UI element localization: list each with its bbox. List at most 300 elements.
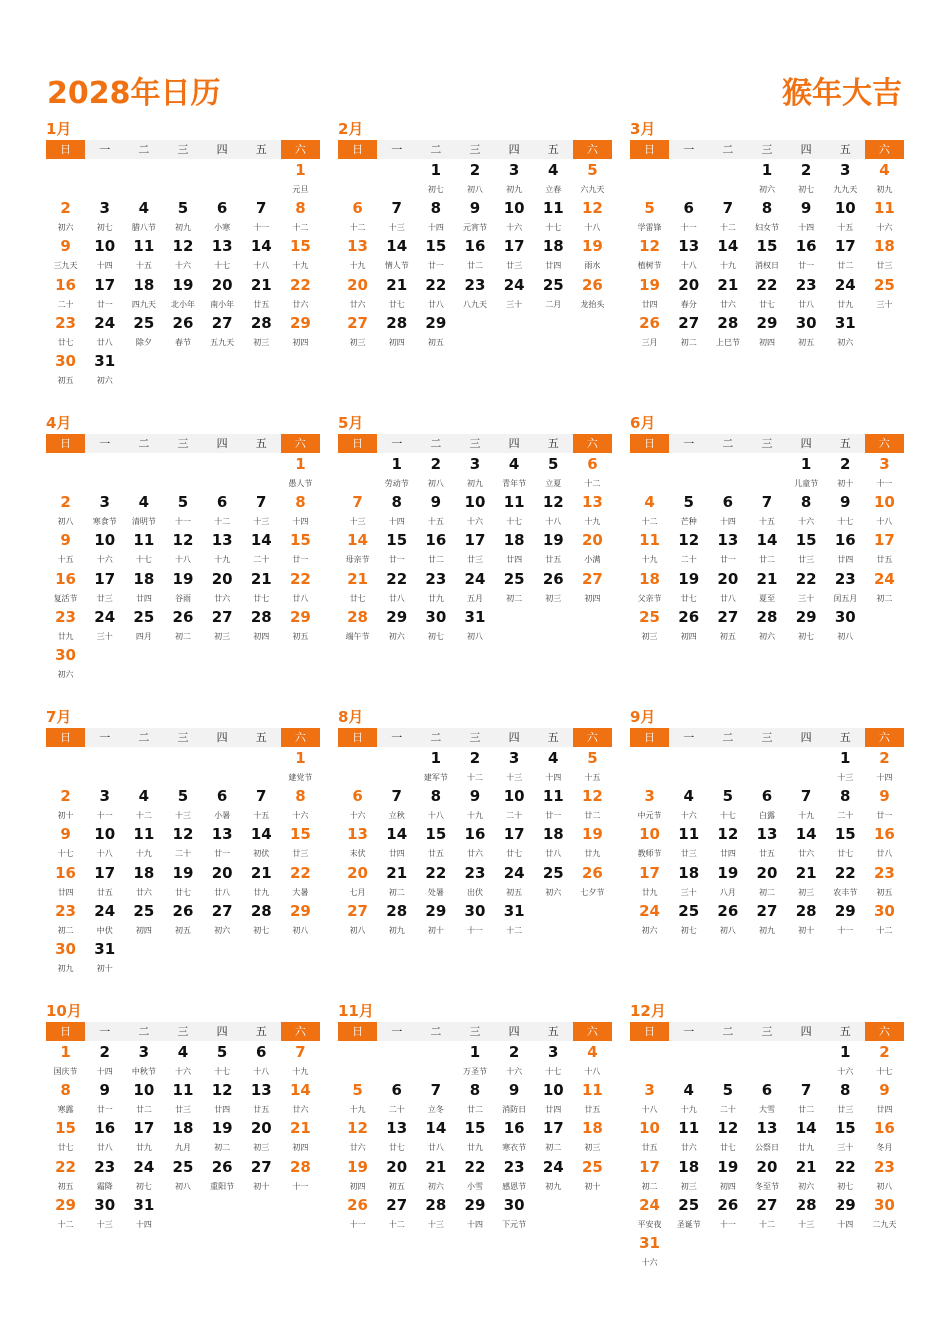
day-cell[interactable] — [163, 1117, 202, 1155]
day-cell[interactable] — [163, 197, 202, 235]
day-cell[interactable] — [573, 568, 612, 606]
day-cell[interactable] — [338, 529, 377, 567]
day-cell[interactable] — [338, 900, 377, 938]
day-cell[interactable] — [455, 568, 494, 606]
day-cell[interactable] — [85, 235, 124, 273]
day-cell[interactable] — [281, 862, 320, 900]
day-cell[interactable] — [85, 491, 124, 529]
day-cell[interactable] — [787, 312, 826, 350]
day-cell[interactable] — [826, 568, 865, 606]
day-cell[interactable] — [124, 235, 163, 273]
day-cell[interactable] — [46, 823, 85, 861]
day-cell[interactable] — [630, 568, 669, 606]
day-cell[interactable] — [534, 1156, 573, 1194]
day-cell[interactable] — [495, 568, 534, 606]
day-cell[interactable] — [281, 312, 320, 350]
day-cell[interactable] — [338, 862, 377, 900]
day-cell[interactable] — [787, 900, 826, 938]
day-cell[interactable] — [747, 159, 786, 197]
day-cell[interactable] — [455, 1079, 494, 1117]
day-cell[interactable] — [826, 606, 865, 644]
day-cell[interactable] — [46, 862, 85, 900]
day-cell[interactable] — [865, 1156, 904, 1194]
day-cell[interactable] — [669, 274, 708, 312]
day-cell[interactable] — [865, 159, 904, 197]
day-cell[interactable] — [534, 235, 573, 273]
day-cell[interactable] — [281, 491, 320, 529]
day-cell[interactable] — [865, 823, 904, 861]
day-cell[interactable] — [163, 1041, 202, 1079]
day-cell[interactable] — [669, 1079, 708, 1117]
day-cell[interactable] — [124, 606, 163, 644]
day-cell[interactable] — [203, 823, 242, 861]
day-cell[interactable] — [747, 529, 786, 567]
day-cell[interactable] — [416, 606, 455, 644]
day-cell[interactable] — [708, 1079, 747, 1117]
day-cell[interactable] — [85, 1041, 124, 1079]
day-cell[interactable] — [630, 491, 669, 529]
day-cell[interactable] — [203, 862, 242, 900]
day-cell[interactable] — [630, 1232, 669, 1270]
day-cell[interactable] — [338, 1194, 377, 1232]
day-cell[interactable] — [377, 235, 416, 273]
day-cell[interactable] — [669, 1117, 708, 1155]
day-cell[interactable] — [495, 823, 534, 861]
day-cell[interactable] — [455, 785, 494, 823]
day-cell[interactable] — [534, 862, 573, 900]
day-cell[interactable] — [865, 235, 904, 273]
day-cell[interactable] — [708, 606, 747, 644]
day-cell[interactable] — [46, 568, 85, 606]
day-cell[interactable] — [669, 491, 708, 529]
day-cell[interactable] — [416, 900, 455, 938]
day-cell[interactable] — [630, 529, 669, 567]
day-cell[interactable] — [377, 1156, 416, 1194]
day-cell[interactable] — [281, 1117, 320, 1155]
day-cell[interactable] — [377, 312, 416, 350]
day-cell[interactable] — [534, 529, 573, 567]
day-cell[interactable] — [416, 785, 455, 823]
day-cell[interactable] — [203, 197, 242, 235]
day-cell[interactable] — [242, 529, 281, 567]
day-cell[interactable] — [377, 568, 416, 606]
day-cell[interactable] — [416, 1156, 455, 1194]
day-cell[interactable] — [669, 606, 708, 644]
day-cell[interactable] — [242, 1156, 281, 1194]
day-cell[interactable] — [826, 1079, 865, 1117]
day-cell[interactable] — [124, 1194, 163, 1232]
day-cell[interactable] — [747, 1079, 786, 1117]
day-cell[interactable] — [747, 312, 786, 350]
day-cell[interactable] — [573, 1156, 612, 1194]
day-cell[interactable] — [630, 862, 669, 900]
day-cell[interactable] — [124, 823, 163, 861]
day-cell[interactable] — [242, 197, 281, 235]
day-cell[interactable] — [377, 1079, 416, 1117]
day-cell[interactable] — [338, 197, 377, 235]
day-cell[interactable] — [865, 1079, 904, 1117]
day-cell[interactable] — [747, 606, 786, 644]
day-cell[interactable] — [85, 900, 124, 938]
day-cell[interactable] — [281, 747, 320, 785]
day-cell[interactable] — [669, 785, 708, 823]
day-cell[interactable] — [377, 785, 416, 823]
day-cell[interactable] — [534, 1079, 573, 1117]
day-cell[interactable] — [242, 823, 281, 861]
day-cell[interactable] — [124, 1117, 163, 1155]
day-cell[interactable] — [534, 823, 573, 861]
day-cell[interactable] — [787, 235, 826, 273]
day-cell[interactable] — [242, 606, 281, 644]
day-cell[interactable] — [495, 1194, 534, 1232]
day-cell[interactable] — [495, 785, 534, 823]
day-cell[interactable] — [124, 785, 163, 823]
day-cell[interactable] — [242, 491, 281, 529]
day-cell[interactable] — [46, 900, 85, 938]
day-cell[interactable] — [163, 529, 202, 567]
day-cell[interactable] — [455, 1041, 494, 1079]
day-cell[interactable] — [708, 529, 747, 567]
day-cell[interactable] — [865, 1117, 904, 1155]
day-cell[interactable] — [242, 862, 281, 900]
day-cell[interactable] — [669, 862, 708, 900]
day-cell[interactable] — [747, 1117, 786, 1155]
day-cell[interactable] — [630, 1156, 669, 1194]
day-cell[interactable] — [787, 453, 826, 491]
day-cell[interactable] — [338, 312, 377, 350]
day-cell[interactable] — [455, 747, 494, 785]
day-cell[interactable] — [46, 197, 85, 235]
day-cell[interactable] — [669, 197, 708, 235]
day-cell[interactable] — [163, 1079, 202, 1117]
day-cell[interactable] — [124, 529, 163, 567]
day-cell[interactable] — [630, 1079, 669, 1117]
day-cell[interactable] — [826, 197, 865, 235]
day-cell[interactable] — [630, 785, 669, 823]
day-cell[interactable] — [377, 491, 416, 529]
day-cell[interactable] — [708, 823, 747, 861]
day-cell[interactable] — [865, 453, 904, 491]
day-cell[interactable] — [203, 235, 242, 273]
day-cell[interactable] — [455, 900, 494, 938]
day-cell[interactable] — [416, 453, 455, 491]
day-cell[interactable] — [495, 747, 534, 785]
day-cell[interactable] — [495, 159, 534, 197]
day-cell[interactable] — [787, 529, 826, 567]
day-cell[interactable] — [46, 1117, 85, 1155]
day-cell[interactable] — [534, 1117, 573, 1155]
day-cell[interactable] — [630, 312, 669, 350]
day-cell[interactable] — [826, 159, 865, 197]
day-cell[interactable] — [163, 785, 202, 823]
day-cell[interactable] — [163, 1156, 202, 1194]
day-cell[interactable] — [338, 491, 377, 529]
day-cell[interactable] — [865, 491, 904, 529]
day-cell[interactable] — [534, 785, 573, 823]
day-cell[interactable] — [455, 1156, 494, 1194]
day-cell[interactable] — [281, 529, 320, 567]
day-cell[interactable] — [377, 862, 416, 900]
day-cell[interactable] — [865, 747, 904, 785]
day-cell[interactable] — [669, 1194, 708, 1232]
day-cell[interactable] — [203, 312, 242, 350]
day-cell[interactable] — [708, 235, 747, 273]
day-cell[interactable] — [242, 785, 281, 823]
day-cell[interactable] — [534, 274, 573, 312]
day-cell[interactable] — [203, 785, 242, 823]
day-cell[interactable] — [85, 1117, 124, 1155]
day-cell[interactable] — [163, 491, 202, 529]
day-cell[interactable] — [124, 568, 163, 606]
day-cell[interactable] — [826, 1156, 865, 1194]
day-cell[interactable] — [338, 606, 377, 644]
day-cell[interactable] — [573, 274, 612, 312]
day-cell[interactable] — [85, 606, 124, 644]
day-cell[interactable] — [124, 197, 163, 235]
day-cell[interactable] — [85, 312, 124, 350]
day-cell[interactable] — [416, 312, 455, 350]
day-cell[interactable] — [669, 900, 708, 938]
day-cell[interactable] — [203, 606, 242, 644]
day-cell[interactable] — [573, 747, 612, 785]
day-cell[interactable] — [495, 453, 534, 491]
day-cell[interactable] — [377, 1117, 416, 1155]
day-cell[interactable] — [163, 312, 202, 350]
day-cell[interactable] — [495, 862, 534, 900]
day-cell[interactable] — [573, 1117, 612, 1155]
day-cell[interactable] — [46, 235, 85, 273]
day-cell[interactable] — [281, 1156, 320, 1194]
day-cell[interactable] — [787, 785, 826, 823]
day-cell[interactable] — [826, 453, 865, 491]
day-cell[interactable] — [203, 568, 242, 606]
day-cell[interactable] — [455, 862, 494, 900]
day-cell[interactable] — [708, 785, 747, 823]
day-cell[interactable] — [865, 568, 904, 606]
day-cell[interactable] — [85, 862, 124, 900]
day-cell[interactable] — [85, 350, 124, 388]
day-cell[interactable] — [455, 1194, 494, 1232]
day-cell[interactable] — [708, 1194, 747, 1232]
day-cell[interactable] — [281, 1079, 320, 1117]
day-cell[interactable] — [416, 235, 455, 273]
day-cell[interactable] — [338, 823, 377, 861]
day-cell[interactable] — [242, 235, 281, 273]
day-cell[interactable] — [46, 938, 85, 976]
day-cell[interactable] — [163, 235, 202, 273]
day-cell[interactable] — [46, 1079, 85, 1117]
day-cell[interactable] — [163, 606, 202, 644]
day-cell[interactable] — [747, 491, 786, 529]
day-cell[interactable] — [281, 1041, 320, 1079]
day-cell[interactable] — [787, 823, 826, 861]
day-cell[interactable] — [826, 862, 865, 900]
day-cell[interactable] — [377, 197, 416, 235]
day-cell[interactable] — [242, 1117, 281, 1155]
day-cell[interactable] — [787, 274, 826, 312]
day-cell[interactable] — [630, 606, 669, 644]
day-cell[interactable] — [203, 900, 242, 938]
day-cell[interactable] — [630, 235, 669, 273]
day-cell[interactable] — [669, 529, 708, 567]
day-cell[interactable] — [826, 1041, 865, 1079]
day-cell[interactable] — [124, 1041, 163, 1079]
day-cell[interactable] — [495, 1156, 534, 1194]
day-cell[interactable] — [46, 491, 85, 529]
day-cell[interactable] — [865, 1041, 904, 1079]
day-cell[interactable] — [416, 274, 455, 312]
day-cell[interactable] — [747, 274, 786, 312]
day-cell[interactable] — [203, 491, 242, 529]
day-cell[interactable] — [573, 453, 612, 491]
day-cell[interactable] — [377, 274, 416, 312]
day-cell[interactable] — [534, 453, 573, 491]
day-cell[interactable] — [85, 529, 124, 567]
day-cell[interactable] — [377, 453, 416, 491]
day-cell[interactable] — [124, 1156, 163, 1194]
day-cell[interactable] — [630, 274, 669, 312]
day-cell[interactable] — [85, 1156, 124, 1194]
day-cell[interactable] — [416, 747, 455, 785]
day-cell[interactable] — [46, 606, 85, 644]
day-cell[interactable] — [46, 644, 85, 682]
day-cell[interactable] — [787, 491, 826, 529]
day-cell[interactable] — [203, 1079, 242, 1117]
day-cell[interactable] — [708, 568, 747, 606]
day-cell[interactable] — [281, 453, 320, 491]
day-cell[interactable] — [747, 1194, 786, 1232]
day-cell[interactable] — [455, 823, 494, 861]
day-cell[interactable] — [242, 900, 281, 938]
day-cell[interactable] — [630, 1194, 669, 1232]
day-cell[interactable] — [865, 197, 904, 235]
day-cell[interactable] — [338, 568, 377, 606]
day-cell[interactable] — [747, 197, 786, 235]
day-cell[interactable] — [46, 529, 85, 567]
day-cell[interactable] — [377, 606, 416, 644]
day-cell[interactable] — [495, 197, 534, 235]
day-cell[interactable] — [495, 274, 534, 312]
day-cell[interactable] — [163, 823, 202, 861]
day-cell[interactable] — [826, 900, 865, 938]
day-cell[interactable] — [573, 491, 612, 529]
day-cell[interactable] — [787, 1156, 826, 1194]
day-cell[interactable] — [826, 529, 865, 567]
day-cell[interactable] — [787, 159, 826, 197]
day-cell[interactable] — [163, 862, 202, 900]
day-cell[interactable] — [124, 862, 163, 900]
day-cell[interactable] — [203, 529, 242, 567]
day-cell[interactable] — [281, 274, 320, 312]
day-cell[interactable] — [708, 197, 747, 235]
day-cell[interactable] — [826, 312, 865, 350]
day-cell[interactable] — [826, 274, 865, 312]
day-cell[interactable] — [708, 900, 747, 938]
day-cell[interactable] — [787, 568, 826, 606]
day-cell[interactable] — [708, 1117, 747, 1155]
day-cell[interactable] — [281, 159, 320, 197]
day-cell[interactable] — [203, 1117, 242, 1155]
day-cell[interactable] — [46, 274, 85, 312]
day-cell[interactable] — [124, 1079, 163, 1117]
day-cell[interactable] — [281, 606, 320, 644]
day-cell[interactable] — [46, 1041, 85, 1079]
day-cell[interactable] — [338, 785, 377, 823]
day-cell[interactable] — [377, 900, 416, 938]
day-cell[interactable] — [338, 274, 377, 312]
day-cell[interactable] — [865, 862, 904, 900]
day-cell[interactable] — [377, 823, 416, 861]
day-cell[interactable] — [708, 312, 747, 350]
day-cell[interactable] — [534, 197, 573, 235]
day-cell[interactable] — [46, 1156, 85, 1194]
day-cell[interactable] — [85, 823, 124, 861]
day-cell[interactable] — [573, 197, 612, 235]
day-cell[interactable] — [124, 900, 163, 938]
day-cell[interactable] — [242, 1079, 281, 1117]
day-cell[interactable] — [416, 1079, 455, 1117]
day-cell[interactable] — [416, 862, 455, 900]
day-cell[interactable] — [630, 823, 669, 861]
day-cell[interactable] — [124, 312, 163, 350]
day-cell[interactable] — [338, 1156, 377, 1194]
day-cell[interactable] — [455, 274, 494, 312]
day-cell[interactable] — [338, 1079, 377, 1117]
day-cell[interactable] — [85, 785, 124, 823]
day-cell[interactable] — [203, 1041, 242, 1079]
day-cell[interactable] — [85, 197, 124, 235]
day-cell[interactable] — [416, 491, 455, 529]
day-cell[interactable] — [669, 1156, 708, 1194]
day-cell[interactable] — [455, 159, 494, 197]
day-cell[interactable] — [787, 1194, 826, 1232]
day-cell[interactable] — [46, 1194, 85, 1232]
day-cell[interactable] — [281, 900, 320, 938]
day-cell[interactable] — [46, 350, 85, 388]
day-cell[interactable] — [495, 529, 534, 567]
day-cell[interactable] — [416, 823, 455, 861]
day-cell[interactable] — [85, 938, 124, 976]
day-cell[interactable] — [338, 235, 377, 273]
day-cell[interactable] — [747, 862, 786, 900]
day-cell[interactable] — [826, 235, 865, 273]
day-cell[interactable] — [865, 274, 904, 312]
day-cell[interactable] — [455, 529, 494, 567]
day-cell[interactable] — [85, 1079, 124, 1117]
day-cell[interactable] — [455, 1117, 494, 1155]
day-cell[interactable] — [416, 1117, 455, 1155]
day-cell[interactable] — [708, 862, 747, 900]
day-cell[interactable] — [534, 568, 573, 606]
day-cell[interactable] — [46, 312, 85, 350]
day-cell[interactable] — [826, 1194, 865, 1232]
day-cell[interactable] — [787, 862, 826, 900]
day-cell[interactable] — [865, 785, 904, 823]
day-cell[interactable] — [747, 235, 786, 273]
day-cell[interactable] — [124, 274, 163, 312]
day-cell[interactable] — [708, 491, 747, 529]
day-cell[interactable] — [455, 491, 494, 529]
day-cell[interactable] — [416, 197, 455, 235]
day-cell[interactable] — [708, 274, 747, 312]
day-cell[interactable] — [747, 568, 786, 606]
day-cell[interactable] — [281, 785, 320, 823]
day-cell[interactable] — [573, 159, 612, 197]
day-cell[interactable] — [534, 1041, 573, 1079]
day-cell[interactable] — [281, 235, 320, 273]
day-cell[interactable] — [242, 274, 281, 312]
day-cell[interactable] — [865, 900, 904, 938]
